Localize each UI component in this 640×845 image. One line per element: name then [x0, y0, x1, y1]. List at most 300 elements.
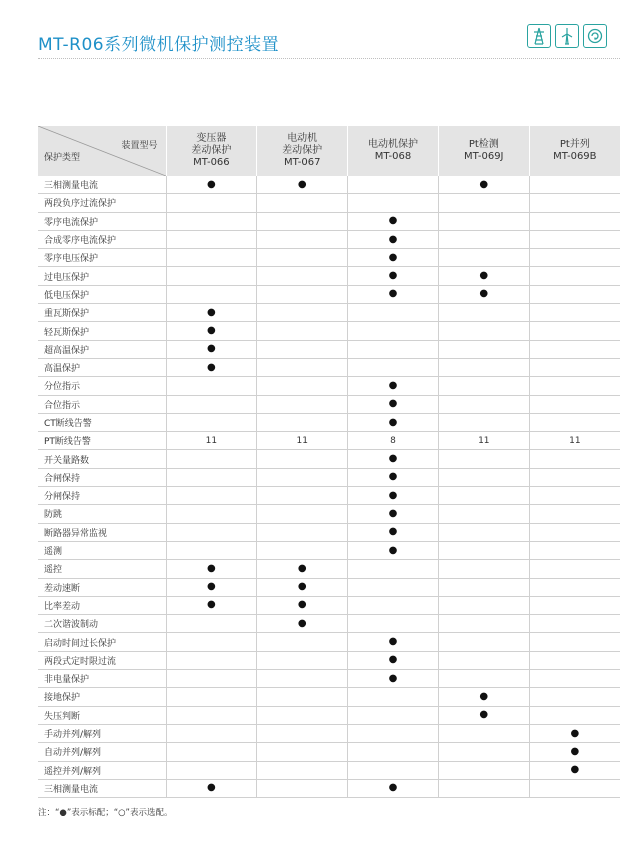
standard-dot: ● — [388, 782, 398, 794]
feature-cell — [257, 688, 348, 706]
column-header: 电动机保护 MT-068 — [348, 126, 439, 176]
feature-cell — [166, 468, 257, 486]
feature-cell — [438, 688, 529, 706]
feature-cell — [166, 724, 257, 742]
table-row — [38, 487, 620, 505]
feature-cell — [348, 249, 439, 267]
protection-type-cell: CT断线告警 — [38, 413, 166, 431]
feature-cell — [529, 285, 620, 303]
standard-dot: ● — [570, 745, 580, 757]
feature-cell — [348, 487, 439, 505]
column-header: Pt并列 MT-069B — [529, 126, 620, 176]
standard-dot: ● — [479, 709, 489, 721]
feature-cell — [166, 596, 257, 614]
protection-type-cell: 过电压保护 — [38, 267, 166, 285]
standard-dot: ● — [297, 581, 307, 593]
feature-cell — [257, 615, 348, 633]
feature-cell — [257, 706, 348, 724]
feature-cell — [166, 505, 257, 523]
feature-cell — [257, 578, 348, 596]
feature-cell — [438, 212, 529, 230]
standard-dot: ● — [388, 379, 398, 391]
protection-type-cell: 三相测量电流 — [38, 779, 166, 797]
protection-type-cell: 断路器异常监视 — [38, 523, 166, 541]
feature-cell — [166, 413, 257, 431]
table-row — [38, 541, 620, 559]
feature-cell — [438, 743, 529, 761]
feature-cell — [529, 615, 620, 633]
table-row — [38, 285, 620, 303]
feature-cell — [257, 779, 348, 797]
table-row — [38, 432, 620, 450]
cell-value: 11 — [205, 435, 218, 446]
feature-cell — [438, 706, 529, 724]
feature-cell — [348, 304, 439, 322]
protection-type-cell: 非电量保护 — [38, 670, 166, 688]
standard-dot: ● — [479, 690, 489, 702]
feature-cell — [166, 194, 257, 212]
table-row — [38, 267, 620, 285]
feature-cell — [348, 450, 439, 468]
standard-dot: ● — [388, 507, 398, 519]
table-row — [38, 176, 620, 194]
cell-value: 11 — [569, 435, 581, 446]
feature-cell — [348, 596, 439, 614]
standard-dot: ● — [388, 398, 398, 410]
feature-cell — [257, 322, 348, 340]
feature-cell — [529, 395, 620, 413]
feature-cell — [529, 779, 620, 797]
feature-cell — [257, 541, 348, 559]
feature-cell — [348, 560, 439, 578]
feature-cell — [438, 450, 529, 468]
cell-value: 8 — [390, 435, 396, 446]
feature-cell — [438, 304, 529, 322]
corner-label-type: 保护类型 — [44, 153, 81, 163]
protection-type-cell: 比率差动 — [38, 596, 166, 614]
standard-dot: ● — [207, 361, 216, 373]
feature-cell — [529, 523, 620, 541]
feature-cell — [438, 377, 529, 395]
feature-cell — [348, 358, 439, 376]
column-header: 电动机 差动保护 MT-067 — [257, 126, 348, 176]
table-row — [38, 377, 620, 395]
table-row — [38, 450, 620, 468]
feature-cell — [166, 230, 257, 248]
feature-cell — [348, 688, 439, 706]
feature-cell — [438, 285, 529, 303]
standard-dot: ● — [297, 562, 307, 574]
feature-cell — [438, 615, 529, 633]
feature-cell — [438, 395, 529, 413]
feature-cell — [348, 743, 439, 761]
feature-cell — [438, 523, 529, 541]
feature-cell — [257, 743, 348, 761]
protection-type-cell: 启动时间过长保护 — [38, 633, 166, 651]
legend-note: 注：“●”表示标配；“○”表示选配。 — [38, 808, 173, 818]
table-row — [38, 212, 620, 230]
feature-cell — [438, 578, 529, 596]
standard-dot: ● — [388, 288, 398, 300]
standard-dot: ● — [479, 178, 489, 190]
feature-cell — [438, 413, 529, 431]
table-row — [38, 249, 620, 267]
feature-cell — [348, 432, 439, 450]
feature-cell — [166, 541, 257, 559]
table-row — [38, 340, 620, 358]
feature-cell — [348, 541, 439, 559]
feature-cell — [166, 523, 257, 541]
table-row — [38, 578, 620, 596]
feature-cell — [438, 670, 529, 688]
standard-dot: ● — [207, 782, 216, 794]
table-row — [38, 724, 620, 742]
standard-dot: ● — [479, 270, 489, 282]
page-title: MT-R06系列微机保护测控装置 — [38, 35, 280, 55]
table-header-row — [38, 126, 620, 176]
feature-cell — [438, 340, 529, 358]
feature-cell — [257, 395, 348, 413]
feature-cell — [438, 487, 529, 505]
feature-cell — [529, 468, 620, 486]
standard-dot: ● — [388, 489, 398, 501]
feature-cell — [166, 267, 257, 285]
standard-dot: ● — [388, 654, 398, 666]
feature-cell — [257, 505, 348, 523]
feature-cell — [438, 761, 529, 779]
feature-cell — [529, 176, 620, 194]
feature-cell — [257, 596, 348, 614]
feature-cell — [166, 304, 257, 322]
feature-cell — [166, 176, 257, 194]
feature-cell — [166, 432, 257, 450]
feature-cell — [529, 633, 620, 651]
feature-cell — [257, 560, 348, 578]
feature-cell — [438, 779, 529, 797]
feature-cell — [529, 450, 620, 468]
standard-dot: ● — [297, 178, 307, 190]
feature-cell — [348, 230, 439, 248]
feature-cell — [166, 249, 257, 267]
feature-cell — [166, 651, 257, 669]
protection-type-cell: 零序电压保护 — [38, 249, 166, 267]
feature-cell — [257, 450, 348, 468]
feature-cell — [348, 468, 439, 486]
table-row — [38, 596, 620, 614]
feature-cell — [438, 541, 529, 559]
feature-cell — [166, 615, 257, 633]
standard-dot: ● — [388, 672, 398, 684]
table-body — [38, 176, 620, 798]
feature-cell — [438, 724, 529, 742]
protection-type-cell: 轻瓦斯保护 — [38, 322, 166, 340]
table-row — [38, 633, 620, 651]
standard-dot: ● — [388, 416, 398, 428]
feature-cell — [348, 670, 439, 688]
feature-cell — [166, 688, 257, 706]
feature-cell — [529, 761, 620, 779]
feature-cell — [257, 670, 348, 688]
cell-value: 11 — [478, 435, 490, 446]
feature-cell — [438, 633, 529, 651]
feature-cell — [529, 505, 620, 523]
protection-type-cell: 失压判断 — [38, 706, 166, 724]
feature-cell — [348, 212, 439, 230]
feature-cell — [529, 596, 620, 614]
feature-cell — [529, 432, 620, 450]
protection-type-cell: 遥控并列/解列 — [38, 761, 166, 779]
feature-cell — [257, 432, 348, 450]
feature-cell — [166, 743, 257, 761]
protection-type-cell: 分位指示 — [38, 377, 166, 395]
feature-cell — [529, 322, 620, 340]
protection-type-cell: 两段负序过流保护 — [38, 194, 166, 212]
feature-cell — [438, 596, 529, 614]
recycle-icon — [583, 24, 607, 48]
table-row — [38, 523, 620, 541]
feature-cell — [166, 358, 257, 376]
feature-cell — [166, 487, 257, 505]
feature-cell — [529, 688, 620, 706]
feature-cell — [529, 304, 620, 322]
standard-dot: ● — [388, 215, 398, 227]
feature-cell — [348, 779, 439, 797]
standard-dot: ● — [207, 562, 216, 574]
feature-cell — [257, 230, 348, 248]
standard-dot: ● — [388, 270, 398, 282]
feature-cell — [348, 724, 439, 742]
protection-type-cell: 重瓦斯保护 — [38, 304, 166, 322]
wind-turbine-icon — [555, 24, 579, 48]
protection-type-cell: 遥控 — [38, 560, 166, 578]
protection-type-cell: PT断线告警 — [38, 432, 166, 450]
corner-label-model: 装置型号 — [121, 141, 158, 151]
standard-dot: ● — [388, 251, 398, 263]
standard-dot: ● — [207, 581, 216, 593]
cell-value: 11 — [296, 435, 308, 446]
standard-dot: ● — [207, 178, 216, 190]
feature-cell — [438, 358, 529, 376]
feature-cell — [257, 413, 348, 431]
feature-cell — [529, 249, 620, 267]
protection-type-cell: 合位指示 — [38, 395, 166, 413]
standard-dot: ● — [297, 599, 307, 611]
feature-cell — [257, 194, 348, 212]
feature-cell — [529, 560, 620, 578]
feature-cell — [257, 633, 348, 651]
standard-dot: ● — [207, 343, 216, 355]
feature-cell — [348, 285, 439, 303]
feature-cell — [348, 761, 439, 779]
feature-cell — [257, 176, 348, 194]
feature-cell — [529, 230, 620, 248]
table-row — [38, 505, 620, 523]
protection-type-cell: 超高温保护 — [38, 340, 166, 358]
table-row — [38, 779, 620, 797]
feature-cell — [529, 194, 620, 212]
feature-cell — [348, 505, 439, 523]
protection-type-cell: 低电压保护 — [38, 285, 166, 303]
header-divider — [38, 58, 620, 59]
feature-cell — [438, 176, 529, 194]
feature-cell — [166, 633, 257, 651]
table-row — [38, 322, 620, 340]
standard-dot: ● — [207, 306, 216, 318]
feature-cell — [348, 578, 439, 596]
feature-cell — [529, 377, 620, 395]
feature-cell — [529, 267, 620, 285]
feature-cell — [438, 322, 529, 340]
table-row — [38, 670, 620, 688]
feature-cell — [348, 523, 439, 541]
feature-cell — [257, 651, 348, 669]
feature-cell — [348, 267, 439, 285]
standard-dot: ● — [570, 727, 580, 739]
feature-cell — [348, 322, 439, 340]
feature-cell — [438, 505, 529, 523]
feature-cell — [166, 212, 257, 230]
feature-cell — [166, 706, 257, 724]
column-header: 变压器 差动保护 MT-066 — [166, 126, 257, 176]
feature-cell — [348, 377, 439, 395]
feature-cell — [529, 670, 620, 688]
protection-type-cell: 合闸保持 — [38, 468, 166, 486]
feature-cell — [348, 340, 439, 358]
standard-dot: ● — [388, 636, 398, 648]
feature-cell — [166, 322, 257, 340]
standard-dot: ● — [570, 764, 580, 776]
feature-cell — [348, 706, 439, 724]
protection-type-cell: 零序电流保护 — [38, 212, 166, 230]
protection-type-cell: 遥测 — [38, 541, 166, 559]
feature-cell — [257, 487, 348, 505]
feature-cell — [348, 633, 439, 651]
feature-cell — [257, 468, 348, 486]
feature-cell — [257, 523, 348, 541]
standard-dot: ● — [388, 526, 398, 538]
column-header: Pt检测 MT-069J — [438, 126, 529, 176]
feature-cell — [529, 413, 620, 431]
table-row — [38, 395, 620, 413]
standard-dot: ● — [479, 288, 489, 300]
protection-type-cell: 二次谐波制动 — [38, 615, 166, 633]
feature-cell — [257, 249, 348, 267]
feature-cell — [529, 743, 620, 761]
feature-cell — [438, 651, 529, 669]
table-row — [38, 615, 620, 633]
feature-cell — [438, 267, 529, 285]
protection-type-cell: 开关量路数 — [38, 450, 166, 468]
feature-cell — [257, 267, 348, 285]
corner-header-cell — [38, 126, 166, 176]
feature-cell — [529, 487, 620, 505]
table-row — [38, 230, 620, 248]
feature-cell — [348, 615, 439, 633]
feature-cell — [166, 285, 257, 303]
feature-cell — [348, 176, 439, 194]
feature-cell — [529, 724, 620, 742]
feature-cell — [348, 395, 439, 413]
feature-cell — [166, 761, 257, 779]
table-row — [38, 560, 620, 578]
feature-cell — [257, 377, 348, 395]
feature-cell — [348, 194, 439, 212]
protection-type-cell: 三相测量电流 — [38, 176, 166, 194]
table-row — [38, 688, 620, 706]
protection-type-cell: 接地保护 — [38, 688, 166, 706]
feature-cell — [348, 651, 439, 669]
feature-cell — [257, 212, 348, 230]
standard-dot: ● — [207, 599, 216, 611]
protection-type-cell: 手动并列/解列 — [38, 724, 166, 742]
table-row — [38, 761, 620, 779]
feature-cell — [166, 670, 257, 688]
table-row — [38, 194, 620, 212]
feature-cell — [166, 395, 257, 413]
feature-cell — [529, 541, 620, 559]
feature-cell — [166, 578, 257, 596]
table-row — [38, 413, 620, 431]
protection-type-cell: 合成零序电流保护 — [38, 230, 166, 248]
protection-type-cell: 防跳 — [38, 505, 166, 523]
feature-cell — [166, 779, 257, 797]
protection-type-cell: 分闸保持 — [38, 487, 166, 505]
table-row — [38, 743, 620, 761]
standard-dot: ● — [388, 453, 398, 465]
protection-type-cell: 差动速断 — [38, 578, 166, 596]
feature-cell — [257, 761, 348, 779]
standard-dot: ● — [388, 544, 398, 556]
table-row — [38, 706, 620, 724]
protection-feature-table — [38, 126, 620, 798]
standard-dot: ● — [207, 325, 216, 337]
standard-dot: ● — [388, 471, 398, 483]
feature-cell — [529, 578, 620, 596]
feature-cell — [438, 560, 529, 578]
feature-cell — [257, 304, 348, 322]
feature-cell — [166, 560, 257, 578]
table-row — [38, 468, 620, 486]
feature-cell — [166, 340, 257, 358]
feature-cell — [438, 249, 529, 267]
feature-cell — [529, 358, 620, 376]
feature-cell — [257, 340, 348, 358]
feature-cell — [529, 651, 620, 669]
feature-cell — [257, 285, 348, 303]
header-icons — [527, 24, 607, 48]
table-row — [38, 651, 620, 669]
feature-cell — [438, 432, 529, 450]
feature-cell — [438, 194, 529, 212]
table-row — [38, 304, 620, 322]
protection-type-cell: 两段式定时限过流 — [38, 651, 166, 669]
feature-cell — [257, 724, 348, 742]
feature-cell — [257, 358, 348, 376]
feature-cell — [348, 413, 439, 431]
protection-type-cell: 自动并列/解列 — [38, 743, 166, 761]
standard-dot: ● — [388, 233, 398, 245]
feature-cell — [166, 450, 257, 468]
table-row — [38, 358, 620, 376]
feature-cell — [529, 340, 620, 358]
feature-cell — [529, 706, 620, 724]
feature-cell — [166, 377, 257, 395]
feature-cell — [438, 230, 529, 248]
power-tower-icon — [527, 24, 551, 48]
feature-cell — [529, 212, 620, 230]
feature-cell — [438, 468, 529, 486]
standard-dot: ● — [297, 617, 307, 629]
